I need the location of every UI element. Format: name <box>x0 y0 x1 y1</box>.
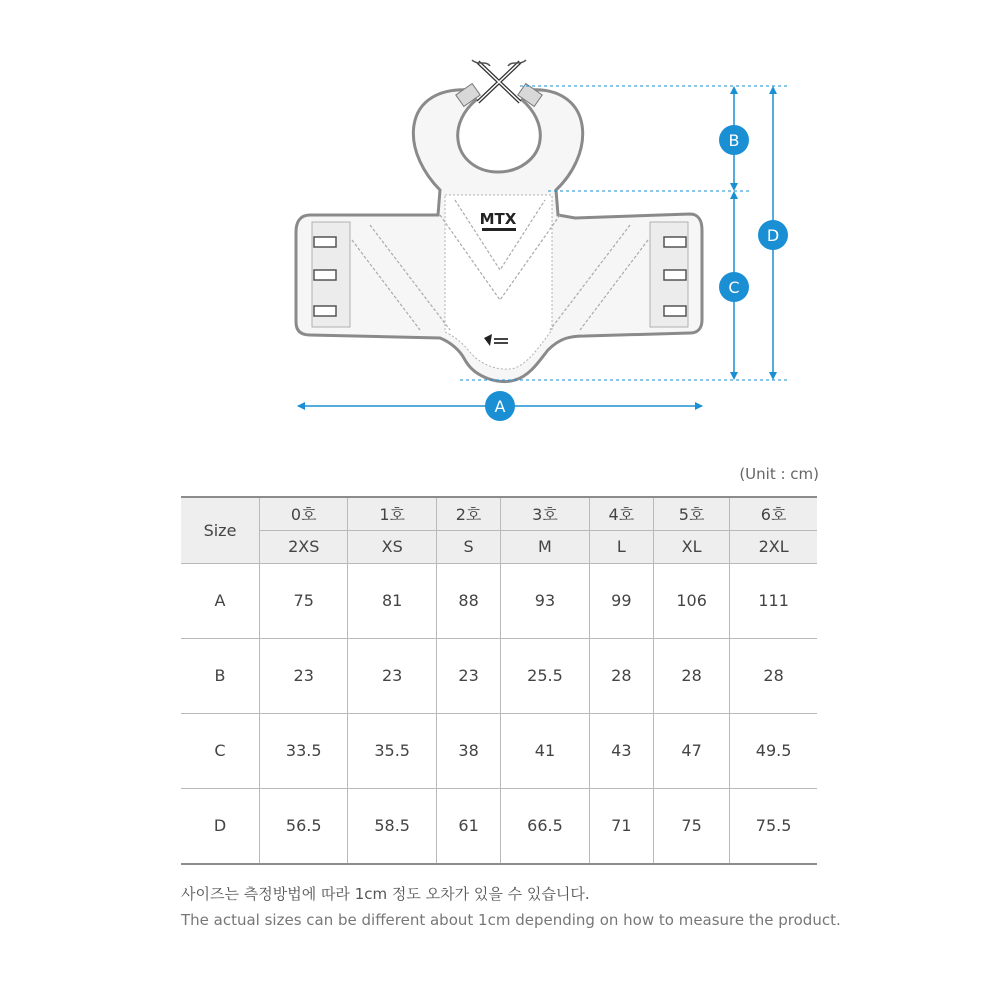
letter-size-header: XS <box>348 530 436 563</box>
korean-size-header: 3호 <box>501 497 589 530</box>
brand-logo: MTX <box>479 210 517 228</box>
table-cell: 23 <box>436 638 500 713</box>
table-cell: 38 <box>436 713 500 788</box>
table-cell: 58.5 <box>348 788 436 864</box>
table-row <box>181 638 817 713</box>
svg-text:D: D <box>766 226 780 245</box>
table-cell: 75 <box>654 788 730 864</box>
korean-size-header: 2호 <box>436 497 500 530</box>
size-table <box>181 496 817 865</box>
table-cell: 106 <box>654 563 730 638</box>
dimension-badge-d <box>758 220 788 250</box>
svg-text:C: C <box>728 278 740 297</box>
letter-size-header: 2XL <box>730 530 817 563</box>
dimension-badge-b <box>719 125 749 155</box>
korean-size-header: 5호 <box>654 497 730 530</box>
table-row <box>181 788 817 864</box>
table-cell: 23 <box>260 638 348 713</box>
table-row <box>181 713 817 788</box>
table-cell: 66.5 <box>501 788 589 864</box>
table-cell: 23 <box>348 638 436 713</box>
note-korean: 사이즈는 측정방법에 따라 1cm 정도 오차가 있을 수 있습니다. <box>181 885 590 903</box>
table-cell: 99 <box>589 563 653 638</box>
table-cell: 33.5 <box>260 713 348 788</box>
table-cell: 35.5 <box>348 713 436 788</box>
table-cell: 71 <box>589 788 653 864</box>
row-label: C <box>181 713 260 788</box>
row-label: A <box>181 563 260 638</box>
table-cell: 28 <box>654 638 730 713</box>
table-cell: 75 <box>260 563 348 638</box>
table-cell: 28 <box>730 638 817 713</box>
row-label: D <box>181 788 260 864</box>
letter-size-header: L <box>589 530 653 563</box>
table-cell: 61 <box>436 788 500 864</box>
table-cell: 49.5 <box>730 713 817 788</box>
letter-size-header: S <box>436 530 500 563</box>
dimension-badge-c <box>719 272 749 302</box>
table-cell: 43 <box>589 713 653 788</box>
table-cell: 56.5 <box>260 788 348 864</box>
table-cell: 93 <box>501 563 589 638</box>
chest-protector-illustration <box>296 60 702 382</box>
table-cell: 88 <box>436 563 500 638</box>
letter-size-header: M <box>501 530 589 563</box>
letter-size-header: XL <box>654 530 730 563</box>
table-cell: 47 <box>654 713 730 788</box>
table-cell: 41 <box>501 713 589 788</box>
korean-size-header: 0호 <box>260 497 348 530</box>
korean-size-header: 6호 <box>730 497 817 530</box>
unit-label: (Unit : cm) <box>739 465 819 483</box>
korean-size-header: 4호 <box>589 497 653 530</box>
chest-protector-diagram <box>0 0 1000 440</box>
svg-text:B: B <box>728 131 740 150</box>
letter-size-header: 2XS <box>260 530 348 563</box>
note-english: The actual sizes can be different about 1cm depending on how to measure the product. <box>181 911 841 929</box>
korean-size-header: 1호 <box>348 497 436 530</box>
table-row <box>181 563 817 638</box>
dimension-badge-a <box>485 391 515 421</box>
svg-text:A: A <box>494 397 506 416</box>
table-cell: 81 <box>348 563 436 638</box>
table-cell: 75.5 <box>730 788 817 864</box>
row-label: B <box>181 638 260 713</box>
size-header: Size <box>181 497 260 563</box>
table-cell: 111 <box>730 563 817 638</box>
table-cell: 25.5 <box>501 638 589 713</box>
table-cell: 28 <box>589 638 653 713</box>
